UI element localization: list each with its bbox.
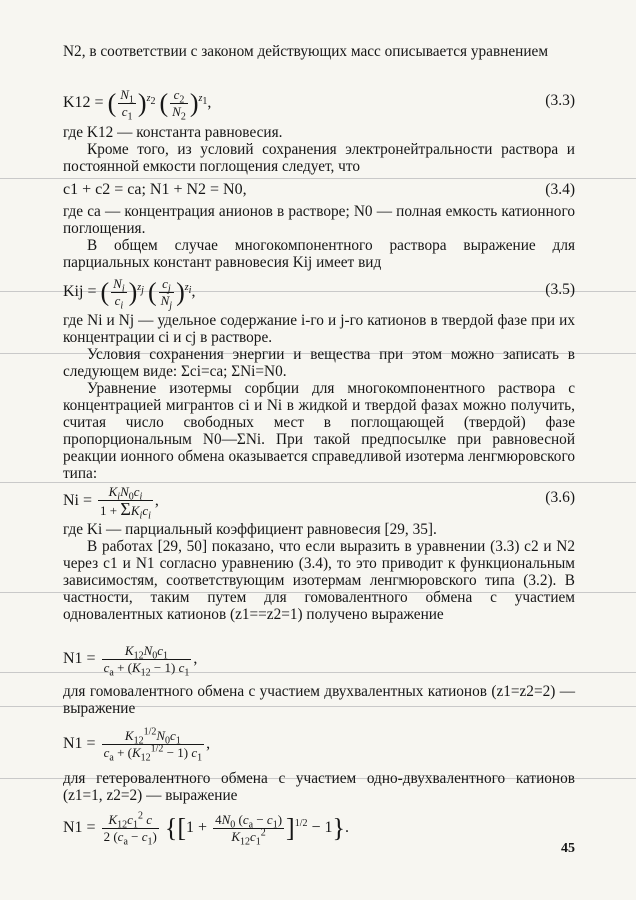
paragraph-after-3-6: где Ki — парциальный коэффициент равновесия [29, 35].: [63, 521, 437, 538]
paragraph-bivalent: для гомовалентного обмена с участием двухвалентных катионов (z1=z2=2) — выражение: [63, 683, 575, 717]
paragraph-intro: N2, в соответствии с законом действующих масс описывается уравнением: [63, 43, 548, 60]
scan-line: [0, 482, 636, 483]
paragraph-hetero: для гетеровалентного обмена с участием одно-двухвалентного катионов (z1=1, z2=2) — выражение: [63, 770, 575, 804]
equation-3-6: Ni = $\frac{K_iN_0c_i}{1 + \Sigma K_ic_i}$ ,: [63, 484, 159, 522]
paragraph-works: В работах [29, 50] показано, что если выразить в уравнении (3.3) c2 и N2 через c1 и N1 согласно уравнению (3.4), то это приводит к функциональным зависимостям, соответствующим изотермам ленгмюровского типа (3.2). В частности, таким путем для гомовалентного обмена с участием одновалентных катионов (z1==z2=1) получено выражение: [63, 538, 575, 623]
equation-bi: N1 = $\frac{K_{12}^{1/2}N_0c_1}{c_a + (K_{12}^{1/2} - 1) c_1}$ ,: [63, 726, 211, 764]
equation-number-3-3: (3.3): [545, 92, 575, 109]
paragraph-after-3-5: где Ni и Nj — удельное содержание i-го и j-го катионов в твердой фазе при их концентрации ci и cj в растворе.: [63, 312, 575, 346]
page-number: 45: [561, 841, 575, 856]
equation-uni: N1 = $\frac{K_{12}N_0c_1}{c_a + (K_{12} - 1) c_1}$ ,: [63, 643, 198, 679]
equation-number-3-6: (3.6): [545, 489, 575, 506]
paragraph-after-3-4: где ca — концентрация анионов в растворе; N0 — полная емкость катионного поглощения.: [63, 203, 575, 237]
equation-3-5: Kij = ( $\frac{N_i}{c_i}$ )$^{z_j}$ ( $\frac{c_j}{N_j}$ )$^{z_i}$,: [63, 276, 196, 312]
scan-line: [0, 178, 636, 179]
paragraph-general: В общем случае многокомпонентного раствора выражение для парциальных констант равновесия Kij имеет вид: [63, 237, 575, 271]
paragraph-charge: Кроме того, из условий сохранения электронейтральности раствора и постоянной емкости поглощения следует, что: [63, 141, 575, 175]
equation-number-3-5: (3.5): [545, 281, 575, 298]
paragraph-isotherm: Уравнение изотермы сорбции для многокомпонентного раствора с концентрацией мигрантов ci и Ni в жидкой и твердой фазах можно получить, считая число свободных мест в поглощающей (твердой) фазе пропорциональным N0—ΣNi. При такой предпосылке при равновесной реакции ионного обмена оказывается справедливой изотерма ленгмюровского типа:: [63, 380, 575, 482]
equation-number-3-4: (3.4): [545, 181, 575, 198]
equation-hetero: N1 = $\frac{K_{12}c_1^2 c}{2 (c_a - c_1)}$ {[1 + $\frac{4N_0 (c_a - c_1)}{K_{12}c_1^2}$ ]$^{1/2}$ − 1}.: [63, 810, 349, 848]
equation-3-3: K12 = ( $\frac{N_1}{c_1}$ )$^{z_2}$ ( $\frac{c_2}{N_2}$ )$^{z_1}$,: [63, 87, 212, 123]
paragraph-energy: Условия сохранения энергии и вещества при этом можно записать в следующем виде: Σci=ca; ΣNi=N0.: [63, 346, 575, 380]
paragraph-after-3-3: где K12 — константа равновесия.: [63, 124, 283, 141]
equation-3-4: c1 + c2 = ca; N1 + N2 = N0,: [63, 181, 247, 198]
